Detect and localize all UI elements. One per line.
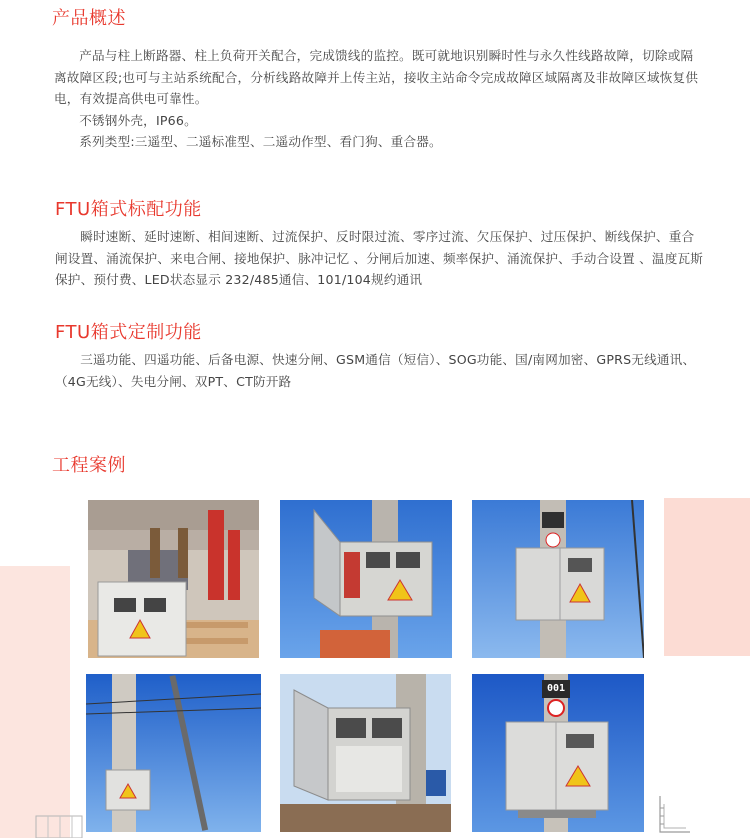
case-photo-numbered-pole-box	[472, 674, 644, 832]
pole-number-label: 001	[546, 683, 566, 694]
standard-functions-text: 瞬时速断、延时速断、相间速断、过流保护、反时限过流、零序过流、欠压保护、过压保护、断线保护、重合闸设置、涌流保护、来电合闸、接地保护、脉冲记忆 、分闸后加速、频率保护、涌流保护、手动合设置 、温度瓦斯保护、预付费、LED状态显示 232/485通信、101/104规约通讯	[55, 229, 704, 287]
ruler-decor-icon	[656, 794, 692, 834]
overview-paragraph-1: 产品与柱上断路器、柱上负荷开关配合，完成馈线的监控。既可就地识别瞬时性与永久性线路故障，切除或隔离故障区段;也可与主站系统配合，分析线路故障并上传主站，接收主站命令完成故障区域隔离及非故障区域恢复供电，有效提高供电可靠性。	[54, 48, 699, 106]
case-photo-panel-box	[280, 674, 451, 832]
standard-functions-body	[55, 226, 705, 291]
case-photo-open-box	[280, 500, 452, 658]
overview-paragraph-2: 不锈钢外壳，IP66。	[79, 112, 197, 128]
case-photo-pole-box	[86, 674, 261, 832]
custom-functions-body	[55, 349, 705, 392]
overview-title: 产品概述	[52, 8, 126, 29]
custom-functions-text: 三遥功能、四遥功能、后备电源、快速分闸、GSM通信（短信）、SOG功能、国/南网加密、GPRS无线通讯、（4G无线）、失电分闸、双PT、CT防开路	[55, 352, 696, 389]
project-cases-title: 工程案例	[52, 455, 126, 476]
overview-body	[54, 45, 704, 153]
case-photo-closed-box	[472, 500, 644, 658]
decor-block-left	[0, 566, 70, 838]
case-photo-switchgear	[88, 500, 259, 658]
custom-functions-title: FTU箱式定制功能	[55, 322, 202, 343]
overview-paragraph-3: 系列类型:三遥型、二遥标准型、二遥动作型、看门狗、重合器。	[79, 134, 442, 149]
standard-functions-title: FTU箱式标配功能	[55, 199, 202, 220]
decor-block-right	[664, 498, 750, 656]
grid-decor-icon	[34, 814, 84, 838]
